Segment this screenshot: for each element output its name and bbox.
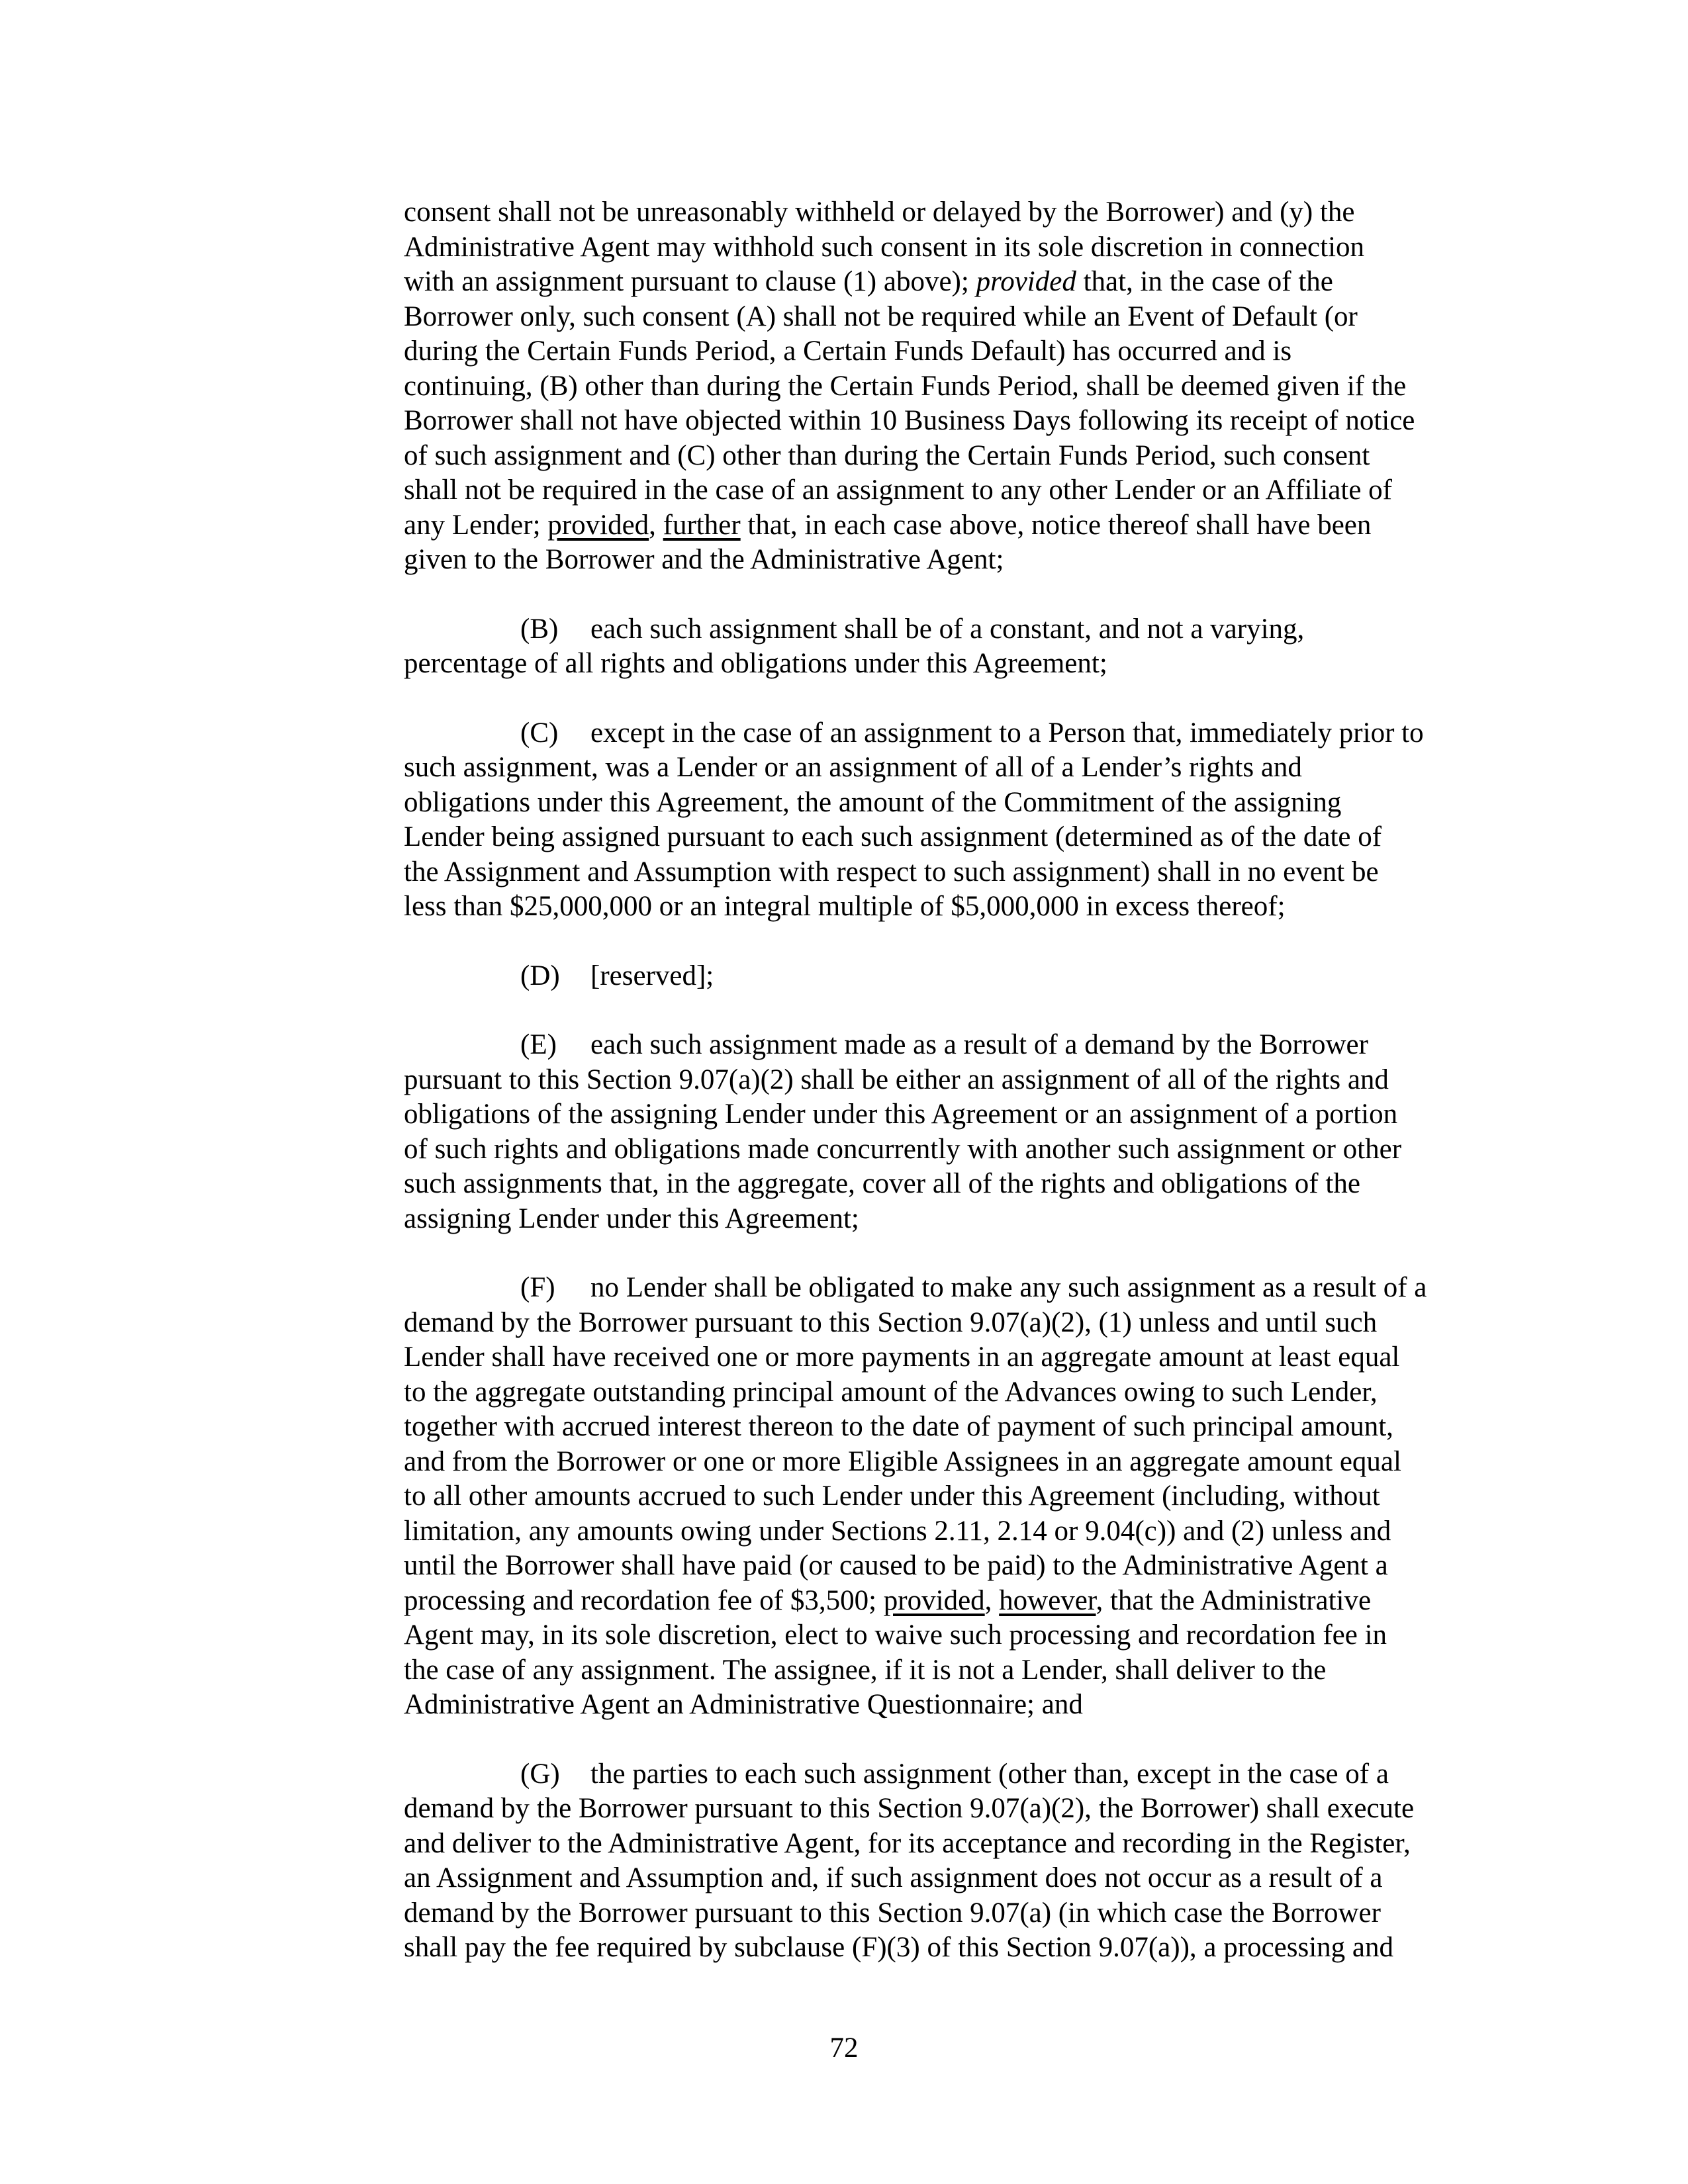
text-run: that, in the case of the [1076, 266, 1333, 297]
text-line: to all other amounts accrued to such Lender under this Agreement (including, without [404, 1480, 1380, 1512]
text-run: each such assignment shall be of a constant, and not a varying, [590, 613, 1305, 645]
text-line: an Assignment and Assumption and, if such assignment does not occur as a result of a [404, 1862, 1383, 1893]
text-line [404, 508, 1489, 543]
text-line: Lender being assigned pursuant to each such assignment (determined as of the date of [404, 821, 1382, 852]
text-line: given to the Borrower and the Administrative Agent; [404, 544, 1004, 575]
text-line [404, 612, 1489, 647]
text-line [404, 716, 1489, 751]
clause-marker: (D) [520, 960, 560, 991]
clause-c [404, 716, 1489, 925]
clause-marker: (G) [520, 1758, 560, 1790]
underlined-term-provided: provided [883, 1584, 985, 1616]
text-run: the parties to each such assignment (other than, except in the case of a [590, 1758, 1389, 1790]
clause-f [404, 1271, 1489, 1723]
text-run: processing and recordation fee of $3,500; [404, 1584, 884, 1616]
text-line: obligations of the assigning Lender under this Agreement or an assignment of a portion [404, 1099, 1398, 1130]
text-run: except in the case of an assignment to a Person that, immediately prior to [590, 717, 1424, 749]
text-line: continuing, (B) other than during the Certain Funds Period, shall be deemed given if the [404, 370, 1407, 402]
text-line: together with accrued interest thereon to the date of payment of such principal amount, [404, 1411, 1393, 1442]
text-line: until the Borrower shall have paid (or caused to be paid) to the Administrative Agent a [404, 1550, 1388, 1581]
clause-marker: (E) [520, 1029, 557, 1060]
text-run: , [984, 1584, 1000, 1616]
text-line: shall pay the fee required by subclause (F)(3) of this Section 9.07(a)), a processing and [404, 1932, 1393, 1963]
text-line: obligations under this Agreement, the amount of the Commitment of the assigning [404, 786, 1342, 818]
italic-term-provided: provided [976, 266, 1076, 297]
text-run: , [649, 509, 663, 541]
text-line: assigning Lender under this Agreement; [404, 1203, 859, 1234]
text-line: consent shall not be unreasonably withheld or delayed by the Borrower) and (y) the [404, 197, 1355, 228]
text-line: demand by the Borrower pursuant to this Section 9.07(a)(2), (1) unless and until such [404, 1306, 1378, 1338]
text-line: limitation, any amounts owing under Sections 2.11, 2.14 or 9.04(c)) and (2) unless and [404, 1515, 1391, 1547]
clause-marker: (C) [520, 717, 559, 749]
text-line: demand by the Borrower pursuant to this Section 9.07(a)(2), the Borrower) shall execute [404, 1793, 1415, 1824]
text-line: percentage of all rights and obligations under this Agreement; [404, 648, 1107, 679]
text-run: each such assignment made as a result of a demand by the Borrower [590, 1029, 1368, 1060]
text-line: to the aggregate outstanding principal amount of the Advances owing to such Lender, [404, 1376, 1378, 1408]
text-line: and deliver to the Administrative Agent, for its acceptance and recording in the Register, [404, 1827, 1411, 1859]
text-run: , that the Administrative [1096, 1584, 1372, 1616]
text-line [404, 1271, 1489, 1306]
clause-e [404, 1028, 1489, 1236]
text-line: Administrative Agent an Administrative Questionnaire; and [404, 1689, 1083, 1720]
text-line [404, 1757, 1489, 1792]
text-line [404, 265, 1489, 300]
text-run: any Lender; [404, 509, 548, 541]
text-line: of such assignment and (C) other than during the Certain Funds Period, such consent [404, 439, 1370, 471]
text-line: shall not be required in the case of an assignment to any other Lender or an Affiliate of [404, 475, 1392, 506]
underlined-term-further: further [663, 509, 741, 541]
text-line: Borrower only, such consent (A) shall not be required while an Event of Default (or [404, 300, 1358, 332]
text-line: demand by the Borrower pursuant to this Section 9.07(a) (in which case the Borrower [404, 1897, 1381, 1929]
clause-marker: (B) [520, 613, 559, 645]
text-line: the Assignment and Assumption with respect to such assignment) shall in no event be [404, 856, 1379, 887]
text-run: with an assignment pursuant to clause (1) above); [404, 266, 976, 297]
text-line: the case of any assignment. The assignee, if it is not a Lender, shall deliver to the [404, 1654, 1327, 1686]
underlined-term-provided: provided [547, 509, 649, 541]
text-line: Administrative Agent may withhold such consent in its sole discretion in connection [404, 231, 1365, 263]
text-line [404, 1028, 1489, 1063]
text-line: of such rights and obligations made concurrently with another such assignment or other [404, 1133, 1402, 1165]
text-line: Lender shall have received one or more payments in an aggregate amount at least equal [404, 1342, 1400, 1373]
intro-paragraph [404, 195, 1489, 578]
clause-b [404, 612, 1489, 682]
text-line [404, 959, 1489, 994]
text-line [404, 1584, 1489, 1619]
text-line: pursuant to this Section 9.07(a)(2) shall be either an assignment of all of the rights and [404, 1064, 1389, 1095]
text-line: Agent may, in its sole discretion, elect to waive such processing and recordation fee in [404, 1619, 1387, 1651]
clause-d [404, 959, 1489, 994]
text-line: Borrower shall not have objected within 10 Business Days following its receipt of notice [404, 405, 1415, 436]
clause-marker: (F) [520, 1272, 555, 1303]
text-run: no Lender shall be obligated to make any such assignment as a result of a [590, 1272, 1427, 1303]
clause-g [404, 1757, 1489, 1966]
text-line: and from the Borrower or one or more Eligible Assignees in an aggregate amount equal [404, 1445, 1401, 1477]
underlined-term-however: however [999, 1584, 1096, 1616]
document-body [404, 195, 1489, 2000]
text-run: [reserved]; [590, 960, 714, 991]
text-line: such assignment, was a Lender or an assignment of all of a Lender’s rights and [404, 752, 1302, 783]
text-line: such assignments that, in the aggregate, cover all of the rights and obligations of the [404, 1168, 1360, 1199]
text-run: that, in each case above, notice thereof shall have been [740, 509, 1372, 541]
page-number: 72 [829, 2032, 859, 2064]
text-line: less than $25,000,000 or an integral multiple of $5,000,000 in excess thereof; [404, 891, 1286, 922]
text-line: during the Certain Funds Period, a Certain Funds Default) has occurred and is [404, 336, 1292, 367]
